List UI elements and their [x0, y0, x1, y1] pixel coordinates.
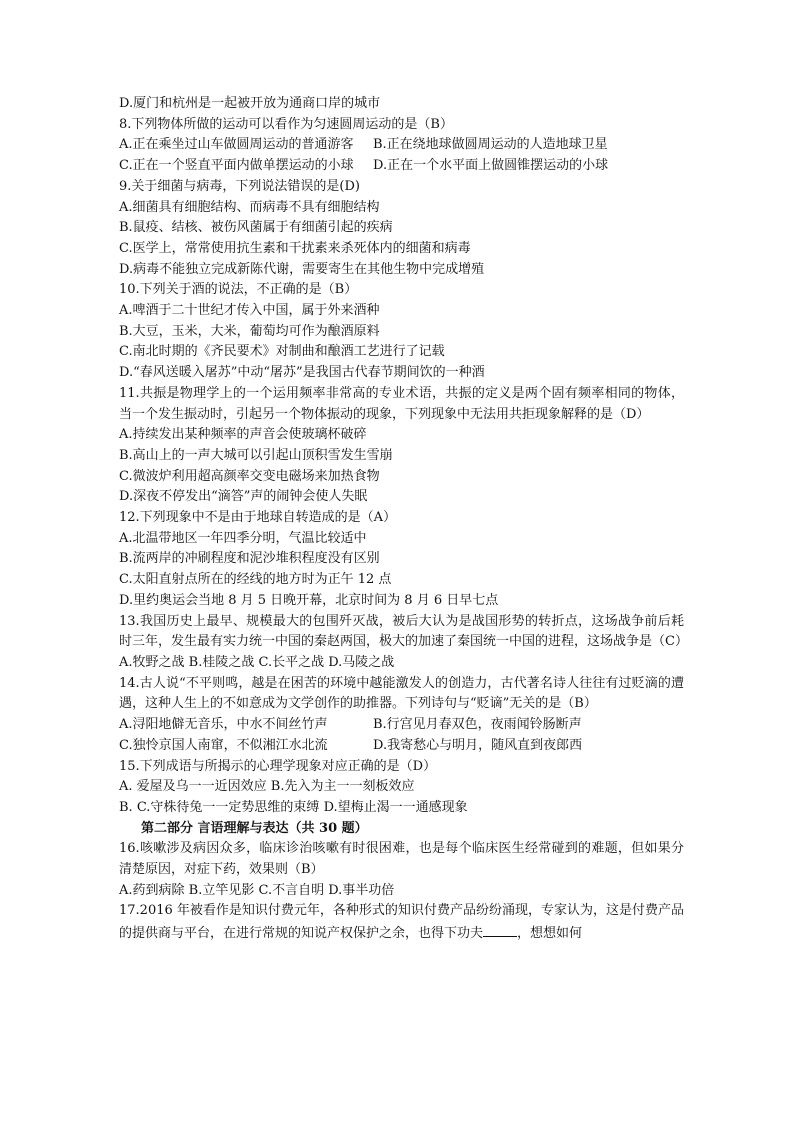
- q8-options-ab: [119, 135, 684, 156]
- q11-option-c: C.微波炉利用超高颜率交变电磁场来加热食物: [119, 468, 380, 484]
- q14-options-ab: [119, 715, 684, 736]
- q8-options-cd: [119, 156, 684, 177]
- q10-option-a: A.啤酒于二十世纪才传入中国，属于外来酒种: [119, 303, 380, 319]
- q15-options-ab: A. 爱屋及乌一一近因效应 B.先入为主一一刻板效应: [119, 779, 415, 795]
- q14-options-cd: [119, 736, 684, 757]
- q9-option-a: A.细菌具有细胞结构、而病毒不具有细胞结构: [119, 199, 380, 215]
- q15-options-cd: B. C.守株待兔一一定势思维的束缚 D.望梅止渴一一通感现象: [119, 799, 468, 815]
- q13-stem: 13.我国历史上最早、规模最大的包围歼灭战，被后大认为是战国形势的转折点，这场战争前后耗时三年，发生最有实力统一中国的秦赵两国，极大的加速了秦国统一中国的进程，这场战争是（C）: [119, 613, 688, 650]
- q10-option-d: D.“春风送暖入屠苏”中动“屠苏”是我国古代春节期间饮的一种酒: [119, 365, 485, 381]
- q16-stem: 16.咳嗽涉及病因众多，临床诊治咳嗽有时很困难，也是每个临床医生经常碰到的难题，但如果分清楚原因，对症下药，效果则（B）: [119, 841, 684, 878]
- q14-stem: 14.古人说“不平则鸣，越是在困苦的环境中越能激发人的创造力，古代著名诗人往往有过贬滴的遭遇，这种人生上的不如意成为文学创作的助推器。下列诗句与“贬谪”无关的是（B）: [119, 675, 684, 712]
- q12-stem: 12.下列现象中不是由于地球自转造成的是（A）: [119, 510, 397, 526]
- q8-option-a: A.正在乘坐过山车做圆周运动的普通游客: [119, 137, 354, 153]
- q15-stem: 15.下列成语与所揭示的心理学现象对应正确的是（D）: [119, 758, 437, 774]
- section-heading: 第二部分 言语理解与表达（共 30 题）: [141, 820, 368, 836]
- q11-stem: 11.共振是物理学上的一个运用频率非常高的专业术语，共振的定义是两个固有频率相同的物体，当一个发生振动时，引起另一个物体振动的现象，下列现象中无法用共拒现象解释的是（D）: [119, 385, 684, 422]
- q7-option-d: D.厦门和杭州是一起被开放为通商口岸的城市: [119, 96, 381, 111]
- q12-option-d: D.里约奥运会当地 8 月 5 日晚开幕，北京时间为 8 月 6 日早七点: [119, 592, 499, 608]
- q9-option-b: B.鼠疫、结核、被伤风菌属于有细菌引起的疾病: [119, 220, 393, 236]
- q8-option-c: C.正在一个竖直平面内做单摆运动的小球: [119, 158, 354, 174]
- q11-option-b: B.高山上的一声大城可以引起山顶积雪发生雪崩: [119, 447, 393, 463]
- q9-stem: 9.关于细菌与病毒，下列说法错误的是(D): [119, 178, 360, 194]
- q8-option-b: B.正在绕地球做圆周运动的人造地球卫星: [373, 137, 608, 153]
- q14-option-c: C.独怜京国人南窜，不似湘江水北流: [119, 737, 328, 753]
- q12-option-a: A.北温带地区一年四季分明，气温比较适中: [119, 530, 367, 546]
- q8-option-d: D.正在一个水平面上做圆锥摆运动的小球: [373, 158, 609, 174]
- q11-option-d: D.深夜不停发出“滴答”声的闹钟会使人失眠: [119, 489, 368, 505]
- q16-options: A.药到病除 B.立竿见影 C.不言自明 D.事半功倍: [119, 882, 395, 898]
- q14-option-d: D.我寄愁心与明月，随风直到夜郎西: [373, 737, 583, 753]
- exam-page: [119, 94, 688, 945]
- q10-option-b: B.大豆，玉米，大米，葡萄均可作为酿酒原料: [119, 323, 380, 339]
- q14-option-a: A.浔阳地僻无音乐，中水不间丝竹声: [119, 717, 328, 733]
- q8-stem: 8.下列物体所做的运动可以看作为匀速圆周运动的是（B）: [119, 116, 453, 132]
- fill-blank: [483, 922, 517, 937]
- q9-option-d: D.病毒不能独立完成新陈代谢，需要寄生在其他生物中完成增殖: [119, 261, 485, 277]
- q17-text-before: 17.2016 年被看作是知识付费元年，各种形式的知识付费产品纷纷涌现，专家认为，这是付费产品的提供商与平台，在进行常规的知说产权保护之余，也得下功夫: [119, 903, 684, 942]
- q9-option-c: C.医学上，常常使用抗生素和干扰素来杀死体内的细菌和病毒: [119, 240, 471, 256]
- q10-stem: 10.下列关于酒的说法，不正确的是（B）: [119, 282, 358, 298]
- q17-stem: [119, 901, 684, 944]
- q11-option-a: A.持续发出某种频率的声音会使玻璃杯破碎: [119, 427, 367, 443]
- q12-option-b: B.流两岸的冲刷程度和泥沙堆积程度没有区别: [119, 551, 380, 567]
- q10-option-c: C.南北时期的《齐民要术》对制曲和酿酒工艺进行了记载: [119, 344, 445, 360]
- q14-option-b: B.行宫见月春双色，夜雨闻铃肠断声: [373, 717, 582, 733]
- q17-text-after: ，想想如何: [517, 926, 583, 942]
- q12-option-c: C.太阳直射点所在的经线的地方时为正午 12 点: [119, 572, 392, 588]
- q13-options: A.牧野之战 B.桂陵之战 C.长平之战 D.马陵之战: [119, 654, 395, 670]
